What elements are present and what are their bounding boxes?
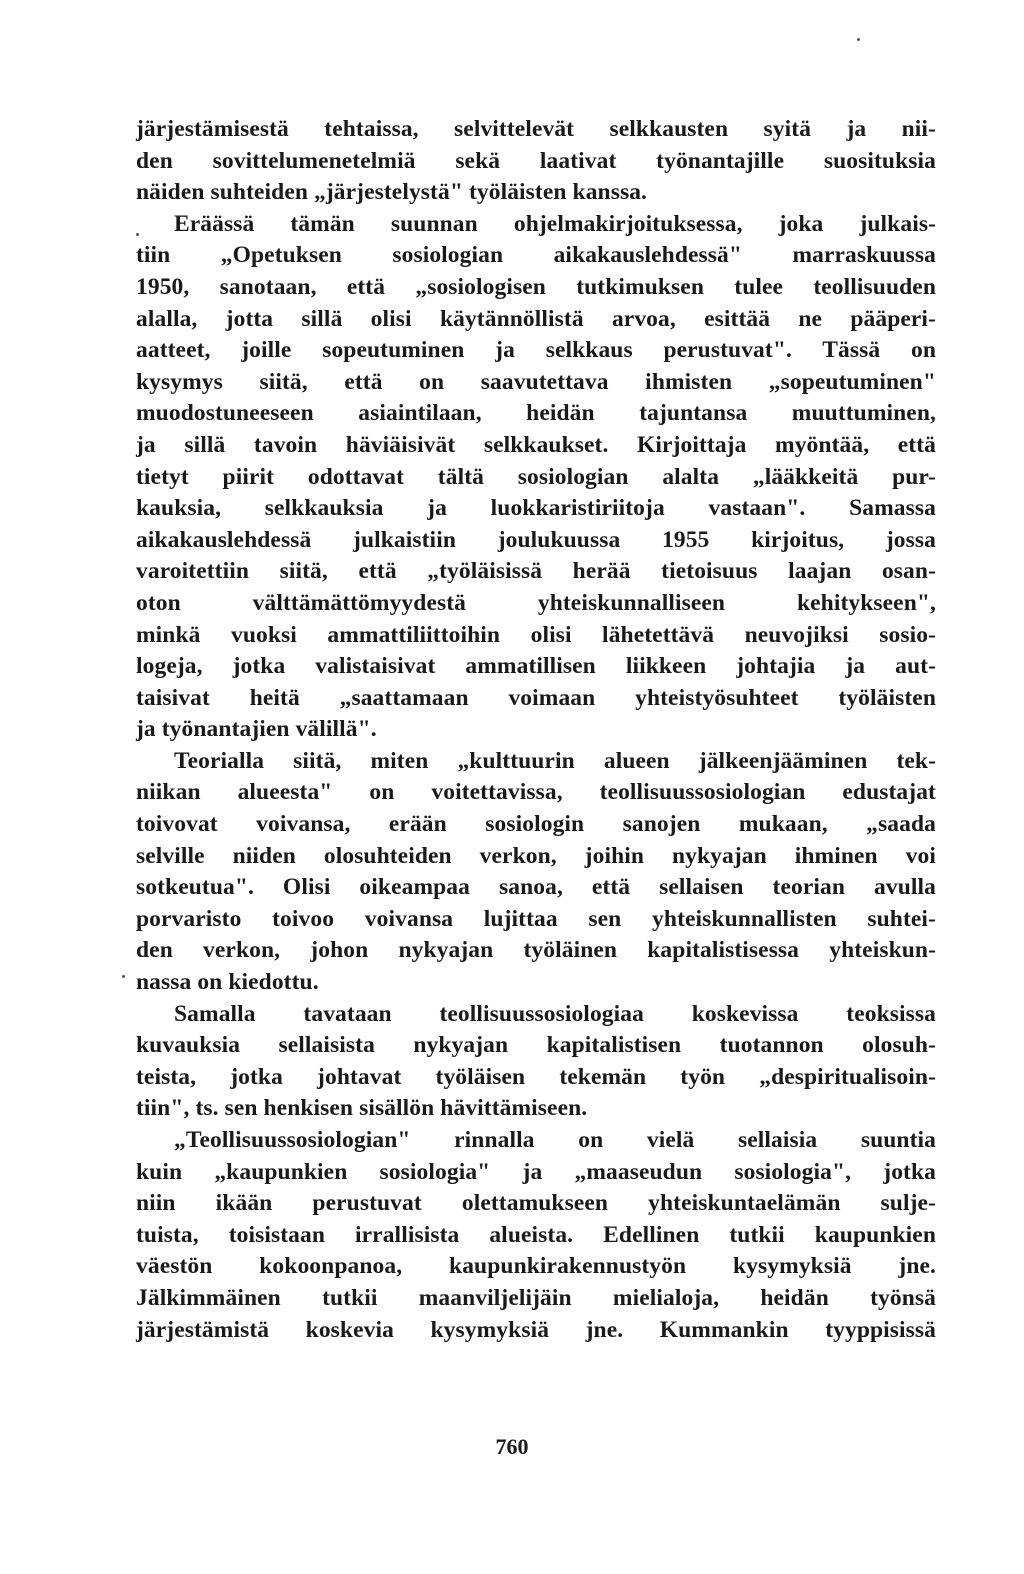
text-line: 1950, sanotaan, että „sosiologisen tutkimuksen tulee teollisuuden <box>136 273 936 300</box>
paragraph-start-line: Samalla tavataan teollisuussosiologiaa koskevissa teoksissa <box>174 1000 936 1027</box>
text-line: aatteet, joille sopeutuminen ja selkkaus perustuvat". Tässä on <box>136 337 936 364</box>
text-line: niin ikään perustuvat olettamukseen yhteiskuntaelämän sulje- <box>136 1190 936 1217</box>
scan-speck <box>122 975 125 978</box>
text-line: oton välttämättömyydestä yhteiskunnalliseen kehitykseen", <box>136 589 936 616</box>
text-line: muodostuneeseen asiaintilaan, heidän tajuntansa muuttuminen, <box>136 400 936 427</box>
text-line: porvaristo toivoo voivansa lujittaa sen yhteiskunnallisten suhtei- <box>136 905 936 932</box>
text-line: varoitettiin siitä, että „työläisissä herää tietoisuus laajan osan- <box>136 558 936 585</box>
text-line: selville niiden olosuhteiden verkon, joihin nykyajan ihminen voi <box>136 842 936 869</box>
text-line: kuvauksia sellaisista nykyajan kapitalistisen tuotannon olosuh- <box>136 1032 936 1059</box>
text-line: toivovat voivansa, erään sosiologin sanojen mukaan, „saada <box>136 811 936 838</box>
text-line: tietyt piirit odottavat tältä sosiologian alalta „lääkkeitä pur- <box>136 463 936 490</box>
text-line: niikan alueesta" on voitettavissa, teollisuussosiologian edustajat <box>136 779 936 806</box>
paragraph-start-line: Teorialla siitä, miten „kulttuurin alueen jälkeenjääminen tek- <box>174 747 936 774</box>
text-line: tiin", ts. sen henkisen sisällön hävittämiseen. <box>136 1095 588 1122</box>
text-line: ja työnantajien välillä". <box>136 716 377 743</box>
document-page <box>136 114 936 1346</box>
text-line: väestön kokoonpanoa, kaupunkirakennustyön kysymyksiä jne. <box>136 1253 936 1280</box>
text-line: logeja, jotka valistaisivat ammatillisen liikkeen johtajia ja aut- <box>136 653 936 680</box>
text-line: alalla, jotta sillä olisi käytännöllistä arvoa, esittää ne pääperi- <box>136 305 936 332</box>
text-line: tuista, toisistaan irrallisista alueista. Edellinen tutkii kaupunkien <box>136 1221 936 1248</box>
text-line: taisivat heitä „saattamaan voimaan yhteistyösuhteet työläisten <box>136 684 936 711</box>
page-number: 760 <box>495 1434 529 1459</box>
text-line: sotkeutua". Olisi oikeampaa sanoa, että sellaisen teorian avulla <box>136 874 936 901</box>
text-line: järjestämisestä tehtaissa, selvittelevät selkkausten syitä ja nii- <box>136 116 936 142</box>
text-line: Jälkimmäinen tutkii maanviljelijäin mielialoja, heidän työnsä <box>136 1284 936 1311</box>
text-line: ja sillä tavoin häviäisivät selkkaukset. Kirjoittaja myöntää, että <box>136 431 936 458</box>
text-line: teista, jotka johtavat työläisen tekemän työn „despiritualisoin- <box>136 1063 936 1090</box>
scan-speck <box>136 233 139 236</box>
text-line: järjestämistä koskevia kysymyksiä jne. Kummankin tyyppisissä <box>136 1316 936 1343</box>
text-line: den verkon, johon nykyajan työläinen kapitalistisessa yhteiskun- <box>136 937 936 964</box>
text-line: kysymys siitä, että on saavutettava ihmisten „sopeutuminen" <box>136 368 936 395</box>
text-line: kuin „kaupunkien sosiologia" ja „maaseudun sosiologia", jotka <box>136 1158 936 1185</box>
paragraph-start-line: Eräässä tämän suunnan ohjelmakirjoituksessa, joka julkais- <box>174 210 936 237</box>
text-line: näiden suhteiden „järjestelystä" työläisten kanssa. <box>136 179 648 206</box>
text-line: den sovittelumenetelmiä sekä laativat työnantajille suosituksia <box>136 147 936 174</box>
text-line: aikakauslehdessä julkaistiin joulukuussa 1955 kirjoitus, jossa <box>136 526 936 553</box>
text-line: minkä vuoksi ammattiliittoihin olisi lähetettävä neuvojiksi sosio- <box>136 621 936 648</box>
text-line: tiin „Opetuksen sosiologian aikakauslehdessä" marraskuussa <box>136 242 936 269</box>
text-line: nassa on kiedottu. <box>136 969 319 996</box>
paragraph-start-line: „Teollisuussosiologian" rinnalla on vielä sellaisia suuntia <box>174 1127 936 1153</box>
scan-speck <box>857 38 860 41</box>
text-line: kauksia, selkkauksia ja luokkaristiriitoja vastaan". Samassa <box>136 495 936 522</box>
